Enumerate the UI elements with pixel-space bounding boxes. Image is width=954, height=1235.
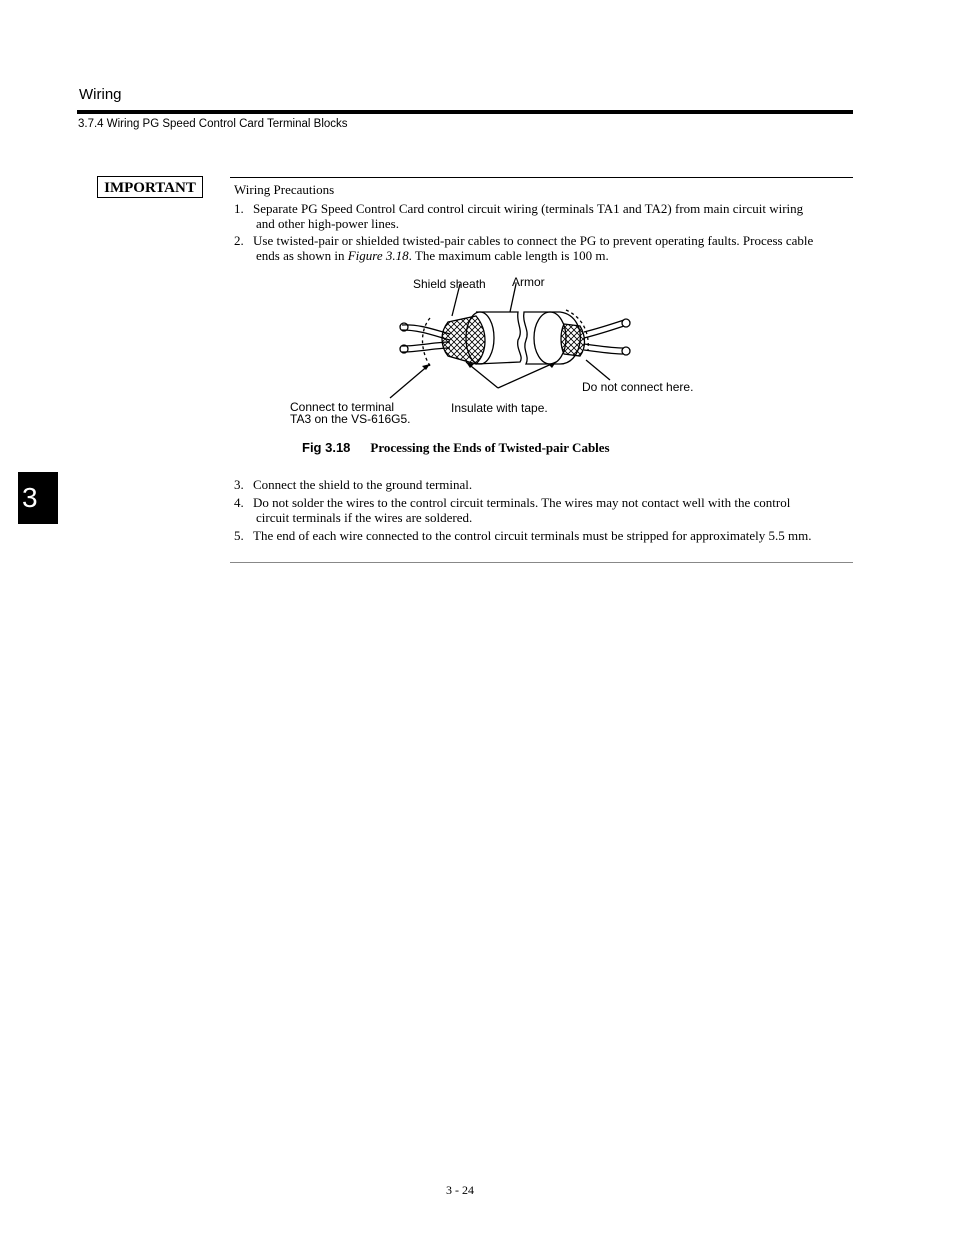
label-connect-terminal-line2: TA3 on the VS-616G5. — [290, 412, 411, 426]
header-rule — [77, 110, 853, 114]
precaution-item-5 — [234, 529, 846, 544]
right-shield-braid — [561, 324, 585, 356]
item-text-line1: The end of each wire connected to the control circuit terminals must be stripped for approximately 5.5 mm. — [253, 528, 812, 543]
item-text-line2: and other high-power lines. — [256, 215, 399, 231]
chapter-tab: 3 — [18, 472, 58, 524]
label-connect-terminal — [290, 401, 411, 425]
left-wire-lower-b — [402, 348, 450, 352]
right-wire-lower-b — [584, 350, 624, 354]
item-text-line2: circuit terminals if the wires are soldered. — [256, 509, 473, 525]
item-number: 4. — [234, 495, 244, 510]
item-text-line1: Separate PG Speed Control Card control circuit wiring (terminals TA1 and TA2) from main circuit wiring — [253, 201, 804, 216]
precaution-item-4 — [234, 496, 846, 525]
leader-insulate-2 — [498, 362, 556, 388]
label-connect-terminal-line1: Connect to terminal — [290, 400, 395, 414]
figure-title: Processing the Ends of Twisted-pair Cables — [370, 440, 610, 455]
header-section-title: Wiring — [79, 86, 122, 103]
label-insulate-tape: Insulate with tape. — [451, 401, 548, 415]
item-number: 3. — [234, 477, 244, 492]
item-text-line1: Use twisted-pair or shielded twisted-pair cables to connect the PG to prevent operating faults. Process cable — [253, 233, 814, 248]
precautions-title: Wiring Precautions — [234, 182, 335, 197]
important-label: IMPORTANT — [97, 176, 203, 198]
left-shield-braid — [442, 316, 485, 364]
item-number: 5. — [234, 528, 244, 543]
header-subsection: 3.7.4 Wiring PG Speed Control Card Terminal Blocks — [78, 118, 348, 130]
label-armor: Armor — [512, 275, 545, 289]
figure-caption — [302, 440, 610, 456]
page-number: 3 - 24 — [446, 1183, 474, 1197]
figure-number: Fig 3.18 — [302, 440, 351, 455]
precaution-item-3 — [234, 478, 846, 493]
precaution-item-1 — [234, 202, 846, 231]
precaution-item-2 — [234, 234, 846, 263]
leader-connect-terminal — [390, 364, 430, 398]
label-shield-sheath: Shield sheath — [413, 277, 486, 291]
leader-do-not-connect — [586, 360, 610, 380]
right-wire-upper — [584, 320, 624, 332]
item-text-line2 — [234, 249, 846, 264]
right-wire-lower — [584, 344, 624, 348]
section-top-rule — [230, 177, 853, 178]
item-number: 1. — [234, 201, 244, 216]
item-number: 2. — [234, 233, 244, 248]
item-text-part: . The maximum cable length is 100 m. — [408, 247, 609, 263]
item-text-line1: Do not solder the wires to the control circuit terminals. The wires may not contact well with the control — [253, 495, 791, 510]
label-do-not-connect: Do not connect here. — [582, 380, 694, 394]
item-text-part: ends as shown in — [256, 247, 348, 263]
figure-reference-link[interactable]: Figure 3.18 — [347, 247, 409, 263]
section-bottom-rule — [230, 562, 853, 563]
item-text-line1: Connect the shield to the ground terminal. — [253, 477, 473, 492]
right-wire-upper-b — [584, 326, 624, 338]
